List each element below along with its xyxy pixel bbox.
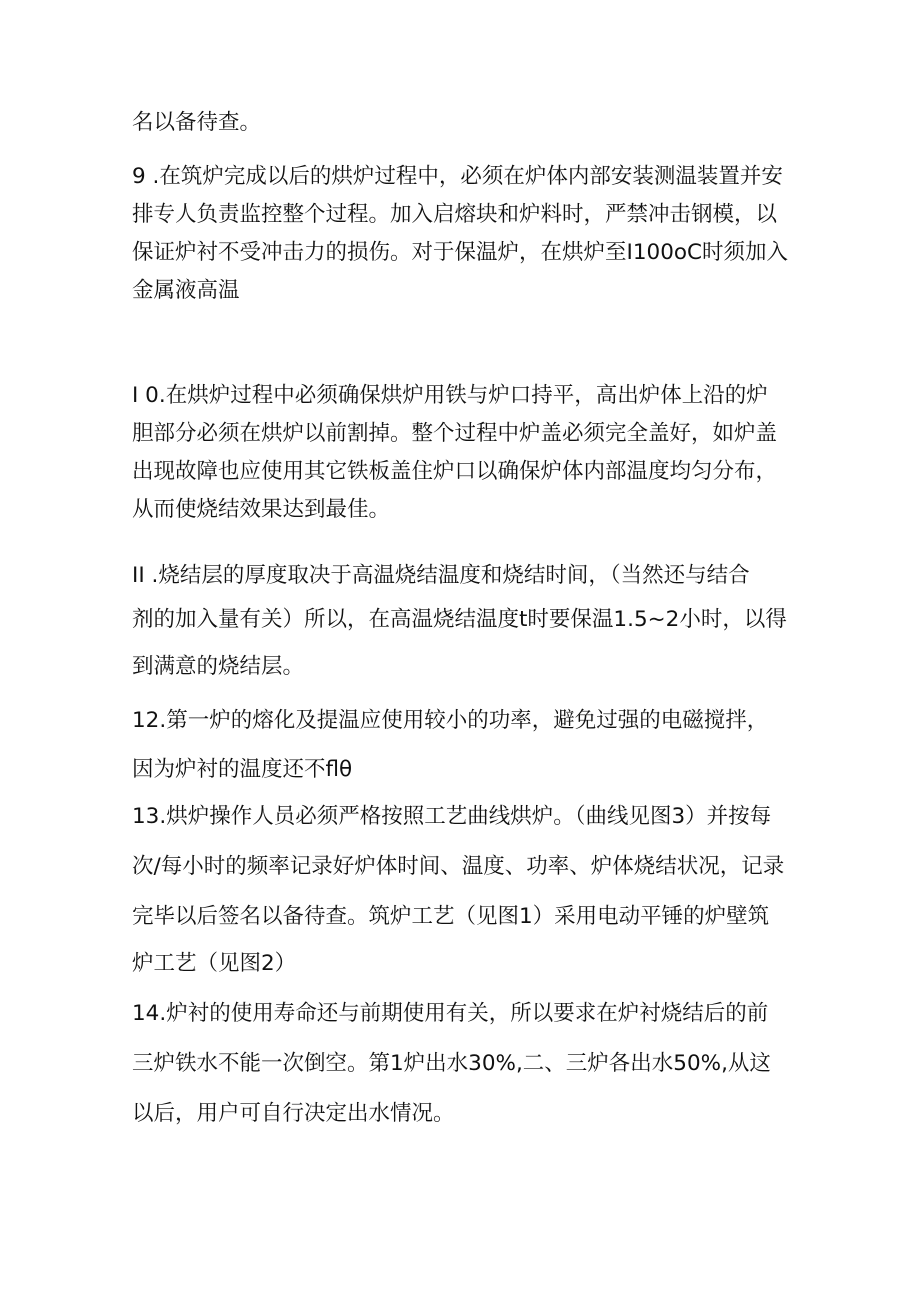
text-line: 剂的加入量有关）所以，在高温烧结温度t时要保温1.5~2小时，以得 (132, 607, 787, 632)
text-line: 保证炉衬不受冲击力的损伤。对于保温炉，在烘炉至I100oC时须加入 (132, 240, 789, 265)
text-line: 次/每小时的频率记录好炉体时间、温度、功率、炉体烧结状况，记录 (132, 854, 785, 879)
text-line: 金属液高温 (132, 278, 240, 303)
text-line: 以后，用户可自行决定出水情况。 (132, 1101, 455, 1126)
text-line: 到满意的烧结层。 (132, 654, 305, 679)
text-line: 12.第一炉的熔化及提温应使用较小的功率，避免过强的电磁搅拌， (132, 708, 769, 733)
text-line: 13.烘炉操作人员必须严格按照工艺曲线烘炉。（曲线见图3）并按每 (132, 804, 772, 829)
text-line: 从而使烧结效果达到最佳。 (132, 497, 391, 522)
text-line: 因为炉衬的温度还不flθ (132, 757, 353, 782)
text-line: I 0.在烘炉过程中必须确保烘炉用铁与炉口持平，高出炉体上沿的炉 (132, 383, 768, 408)
text-line: 14.炉衬的使用寿命还与前期使用有关，所以要求在炉衬烧结后的前 (132, 1001, 769, 1026)
text-line: 出现故障也应使用其它铁板盖住炉口以确保炉体内部温度均匀分布， (132, 459, 778, 484)
text-line: 9 .在筑炉完成以后的烘炉过程中，必须在炉体内部安装测温装置并安 (132, 164, 783, 189)
text-line: 完毕以后签名以备待查。筑炉工艺（见图1）采用电动平锤的炉壁筑 (132, 904, 770, 929)
text-line: II .烧结层的厚度取决于高温烧结温度和烧结时间，（当然还与结合 (132, 563, 750, 588)
text-line: 排专人负责监控整个过程。加入启熔块和炉料时，严禁冲击钢模，以 (132, 202, 778, 227)
text-line: 炉工艺（见图2） (132, 951, 297, 976)
text-line: 三炉铁水不能一次倒空。第1炉出水30%,二、三炉各出水50%,从这 (132, 1051, 771, 1076)
text-line: 胆部分必须在烘炉以前割掉。整个过程中炉盖必须完全盖好，如炉盖 (132, 421, 778, 446)
text-line: 名以备待查。 (132, 110, 262, 135)
